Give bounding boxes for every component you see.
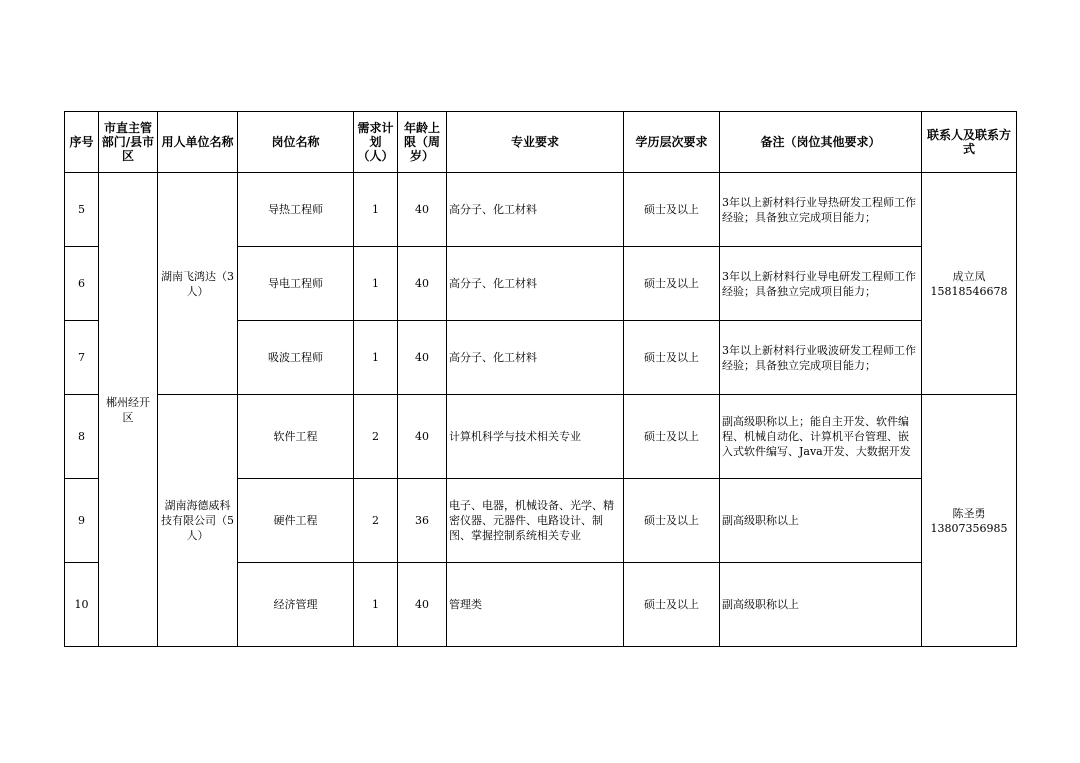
table-row	[65, 173, 1017, 247]
cell-major: 计算机科学与技术相关专业	[447, 395, 624, 479]
cell-age: 36	[398, 479, 447, 563]
cell-age: 40	[398, 247, 447, 321]
cell-age: 40	[398, 321, 447, 395]
cell-remarks: 副高级职称以上	[720, 479, 922, 563]
contact-name: 成立凤	[952, 269, 986, 283]
cell-age: 40	[398, 395, 447, 479]
cell-remarks: 3年以上新材料行业导热研发工程师工作经验；具备独立完成项目能力；	[720, 173, 922, 247]
cell-contact	[922, 395, 1017, 647]
cell-remarks: 3年以上新材料行业吸波研发工程师工作经验；具备独立完成项目能力；	[720, 321, 922, 395]
header-employer: 用人单位名称	[158, 112, 238, 173]
cell-major: 高分子、化工材料	[447, 247, 624, 321]
cell-position: 吸波工程师	[238, 321, 354, 395]
cell-edu: 硕士及以上	[624, 563, 720, 647]
header-row	[65, 112, 1017, 173]
cell-edu: 硕士及以上	[624, 395, 720, 479]
cell-remarks: 3年以上新材料行业导电研发工程师工作经验；具备独立完成项目能力；	[720, 247, 922, 321]
cell-quota: 1	[354, 321, 398, 395]
cell-employer: 湖南海德威科技有限公司（5人）	[158, 395, 238, 647]
header-major: 专业要求	[447, 112, 624, 173]
header-quota: 需求计划（人）	[354, 112, 398, 173]
contact-name: 陈圣勇	[952, 506, 986, 520]
cell-position: 经济管理	[238, 563, 354, 647]
contact-phone: 13807356985	[930, 521, 1008, 535]
cell-seq: 5	[65, 173, 99, 247]
cell-quota: 2	[354, 479, 398, 563]
header-remarks: 备注（岗位其他要求）	[720, 112, 922, 173]
cell-seq: 7	[65, 321, 99, 395]
cell-dept: 郴州经开区	[99, 173, 158, 647]
header-dept: 市直主管部门/县市区	[99, 112, 158, 173]
header-age: 年龄上限（周岁）	[398, 112, 447, 173]
cell-position: 导热工程师	[238, 173, 354, 247]
cell-employer: 湖南飞鸿达（3人）	[158, 173, 238, 395]
cell-major: 管理类	[447, 563, 624, 647]
cell-quota: 1	[354, 563, 398, 647]
contact-phone: 15818546678	[930, 284, 1008, 298]
header-position: 岗位名称	[238, 112, 354, 173]
cell-edu: 硕士及以上	[624, 173, 720, 247]
cell-quota: 1	[354, 173, 398, 247]
cell-major: 高分子、化工材料	[447, 173, 624, 247]
cell-edu: 硕士及以上	[624, 479, 720, 563]
cell-edu: 硕士及以上	[624, 321, 720, 395]
cell-position: 导电工程师	[238, 247, 354, 321]
cell-edu: 硕士及以上	[624, 247, 720, 321]
cell-seq: 10	[65, 563, 99, 647]
cell-remarks: 副高级职称以上	[720, 563, 922, 647]
cell-quota: 1	[354, 247, 398, 321]
cell-seq: 6	[65, 247, 99, 321]
cell-quota: 2	[354, 395, 398, 479]
cell-seq: 9	[65, 479, 99, 563]
cell-age: 40	[398, 563, 447, 647]
cell-position: 硬件工程	[238, 479, 354, 563]
cell-major: 电子、电器，机械设备、光学、精密仪器、元器件、电路设计、制图、掌握控制系统相关专业	[447, 479, 624, 563]
cell-major: 高分子、化工材料	[447, 321, 624, 395]
table-row	[65, 395, 1017, 479]
cell-contact	[922, 173, 1017, 395]
header-edu: 学历层次要求	[624, 112, 720, 173]
cell-remarks: 副高级职称以上；能自主开发、软件编程、机械自动化、计算机平台管理、嵌入式软件编写、Java开发、大数据开发	[720, 395, 922, 479]
header-contact: 联系人及联系方式	[922, 112, 1017, 173]
header-seq: 序号	[65, 112, 99, 173]
recruitment-table	[64, 111, 1017, 647]
cell-age: 40	[398, 173, 447, 247]
cell-position: 软件工程	[238, 395, 354, 479]
cell-seq: 8	[65, 395, 99, 479]
